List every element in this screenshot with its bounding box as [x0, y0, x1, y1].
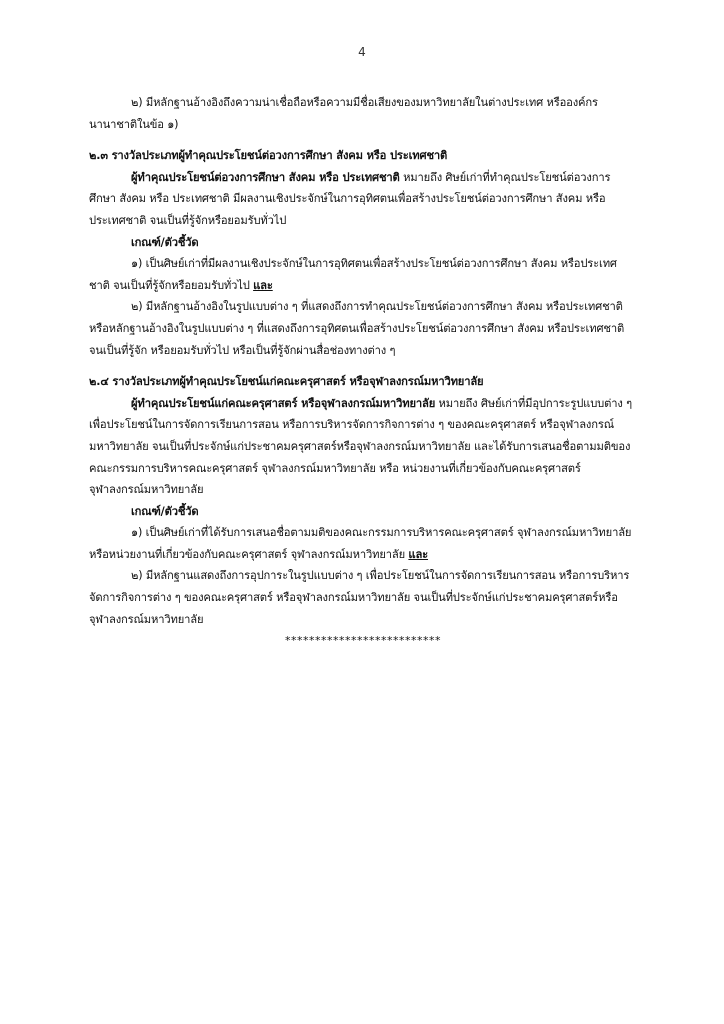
section-2-3-criteria-heading: เกณฑ์/ตัวชี้วัด	[131, 235, 199, 249]
section-2-4-definition	[89, 393, 637, 501]
section-2-3-definition	[89, 167, 637, 232]
page-number: 4	[358, 45, 366, 59]
document-body	[89, 92, 637, 652]
section-2-4-criterion-1-text: ๑) เป็นศิษย์เก่าที่ได้รับการเสนอชื่อตามมติของคณะกรรมการบริหารคณะครุศาสตร์ จุฬาลงกรณ์มหาวิทยาลัย หรือหน่วยงานที่เกี่ยวข้องกับคณะครุศาสตร์ จุฬาลงกรณ์มหาวิทยาลัย	[89, 526, 632, 561]
section-2-3-criterion-1	[89, 253, 637, 296]
section-2-3-heading: ๒.๓ รางวัลประเภทผู้ทำคุณประโยชน์ต่อวงการศึกษา สังคม หรือ ประเทศชาติ	[89, 149, 448, 163]
section-2-4-heading: ๒.๔ รางวัลประเภทผู้ทำคุณประโยชน์แก่คณะครุศาสตร์ หรือจุฬาลงกรณ์มหาวิทยาลัย	[89, 375, 484, 389]
end-of-document-marker: **************************	[285, 634, 441, 648]
section-2-4-criterion-2: ๒) มีหลักฐานแสดงถึงการอุปการะในรูปแบบต่าง ๆ เพื่อประโยชน์ในการจัดการเรียนการสอน หรือการบริหารจัดการกิจการต่าง ๆ ของคณะครุศาสตร์ หรือจุฬาลงกรณ์มหาวิทยาลัย จนเป็นที่ประจักษ์แก่ประชาคมครุศาสตร์หรือจุฬาลงกรณ์มหาวิทยาลัย	[89, 569, 630, 626]
section-2-3-criterion-1-text: ๑) เป็นศิษย์เก่าที่มีผลงานเชิงประจักษ์ในการอุทิศตนเพื่อสร้างประโยชน์ต่อวงการศึกษา สังคม หรือประเทศชาติ จนเป็นที่รู้จักหรือยอมรับทั่วไป	[89, 257, 617, 292]
section-2-3-criterion-1-and: และ	[253, 278, 273, 292]
section-2-4-definition-text: หมายถึง ศิษย์เก่าที่มีอุปการะรูปแบบต่าง ๆ เพื่อประโยชน์ในการจัดการเรียนการสอน หรือการบริหารจัดการกิจการต่าง ๆ ของคณะครุศาสตร์ หรือจุฬาลงกรณ์มหาวิทยาลัย จนเป็นที่ประจักษ์แก่ประชาคมครุศาสตร์หรือจุฬาลงกรณ์มหาวิทยาลัย และได้รับการเสนอชื่อตามมติของคณะกรรมการบริหารคณะครุศาสตร์ จุฬาลงกรณ์มหาวิทยาลัย หรือ หน่วยงานที่เกี่ยวข้องกับคณะครุศาสตร์ จุฬาลงกรณ์มหาวิทยาลัย	[89, 396, 632, 497]
section-2-3-definition-term: ผู้ทำคุณประโยชน์ต่อวงการศึกษา สังคม หรือ ประเทศชาติ	[131, 170, 400, 184]
section-2-4-criterion-1	[89, 522, 637, 565]
criterion-2-continued: ๒) มีหลักฐานอ้างอิงถึงความน่าเชื่อถือหรือความมีชื่อเสียงของมหาวิทยาลัยในต่างประเทศ หรือองค์กรนานาชาติในข้อ ๑)	[89, 96, 598, 131]
section-2-4-definition-term: ผู้ทำคุณประโยชน์แก่คณะครุศาสตร์ หรือจุฬาลงกรณ์มหาวิทยาลัย	[131, 396, 436, 410]
section-2-3-definition-text: หมายถึง ศิษย์เก่าที่ทำคุณประโยชน์ต่อวงการศึกษา สังคม หรือ ประเทศชาติ มีผลงานเชิงประจักษ์ในการอุทิศตนเพื่อสร้างประโยชน์ต่อวงการศึกษา สังคม หรือประเทศชาติ จนเป็นที่รู้จักหรือยอมรับทั่วไป	[89, 170, 611, 227]
section-2-4-criteria-heading: เกณฑ์/ตัวชี้วัด	[131, 504, 199, 518]
section-2-4-criterion-1-and: และ	[408, 547, 429, 561]
section-2-3-criterion-2: ๒) มีหลักฐานอ้างอิงในรูปแบบต่าง ๆ ที่แสดงถึงการทำคุณประโยชน์ต่อวงการศึกษา สังคม หรือประเทศชาติ หรือหลักฐานอ้างอิงในรูปแบบต่าง ๆ ที่แสดงถึงการอุทิศตนเพื่อสร้างประโยชน์ต่อวงการศึกษา สังคม หรือประเทศชาติ จนเป็นที่รู้จัก หรือยอมรับทั่วไป หรือเป็นที่รู้จักผ่านสื่อช่องทางต่าง ๆ	[89, 300, 625, 357]
